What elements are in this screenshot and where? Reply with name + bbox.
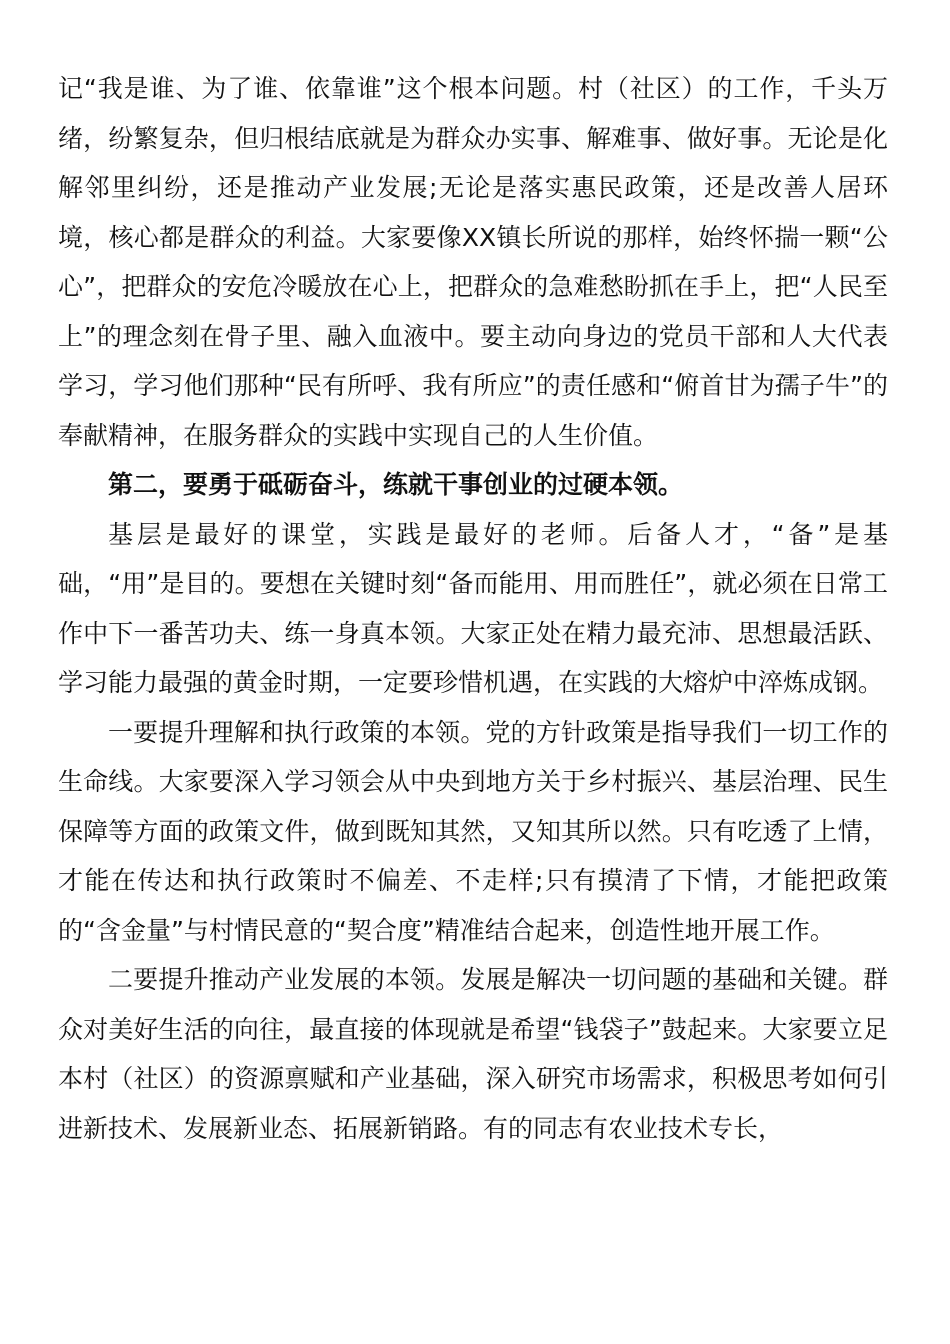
paragraph-continuation: 记“我是谁、为了谁、依靠谁”这个根本问题。村（社区）的工作，千头万绪，纷繁复杂，但归根结底就是为群众办实事、解难事、做好事。无论是化解邻里纠纷，还是推动产业发展;无论是落实惠民政策，还是改善人居环境，核心都是群众的利益。大家要像XX镇长所说的那样，始终怀揣一颗“公心”，把群众的安危冷暖放在心上，把群众的急难愁盼抓在手上，把“人民至上”的理念刻在骨子里、融入血液中。要主动向身边的党员干部和人大代表学习，学习他们那种“民有所呼、我有所应”的责任感和“俯首甘为孺子牛”的奉献精神，在服务群众的实践中实现自己的人生价值。 xyxy=(58,74,888,450)
section-heading-second: 第二，要勇于砥砺奋斗，练就干事创业的过硬本领。 xyxy=(108,470,684,499)
paragraph-body: 二要提升推动产业发展的本领。发展是解决一切问题的基础和关键。群众对美好生活的向往，最直接的体现就是希望“钱袋子”鼓起来。大家要立足本村（社区）的资源禀赋和产业基础，深入研究市场需求，积极思考如何引进新技术、发展新业态、拓展新销路。有的同志有农业技术专长， xyxy=(58,965,888,1143)
paragraph-body: 一要提升理解和执行政策的本领。党的方针政策是指导我们一切工作的生命线。大家要深入学习领会从中央到地方关于乡村振兴、基层治理、民生保障等方面的政策文件，做到既知其然，又知其所以然。只有吃透了上情，才能在传达和执行政策时不偏差、不走样;只有摸清了下情，才能把政策的“含金量”与村情民意的“契合度”精准结合起来，创造性地开展工作。 xyxy=(58,717,888,945)
paragraph-body: 基层是最好的课堂，实践是最好的老师。后备人才，“备”是基础，“用”是目的。要想在关键时刻“备而能用、用而胜任”，就必须在日常工作中下一番苦功夫、练一身真本领。大家正处在精力最充沛、思想最活跃、学习能力最强的黄金时期，一定要珍惜机遇，在实践的大熔炉中淬炼成钢。 xyxy=(58,519,888,697)
document-page xyxy=(58,64,888,1153)
